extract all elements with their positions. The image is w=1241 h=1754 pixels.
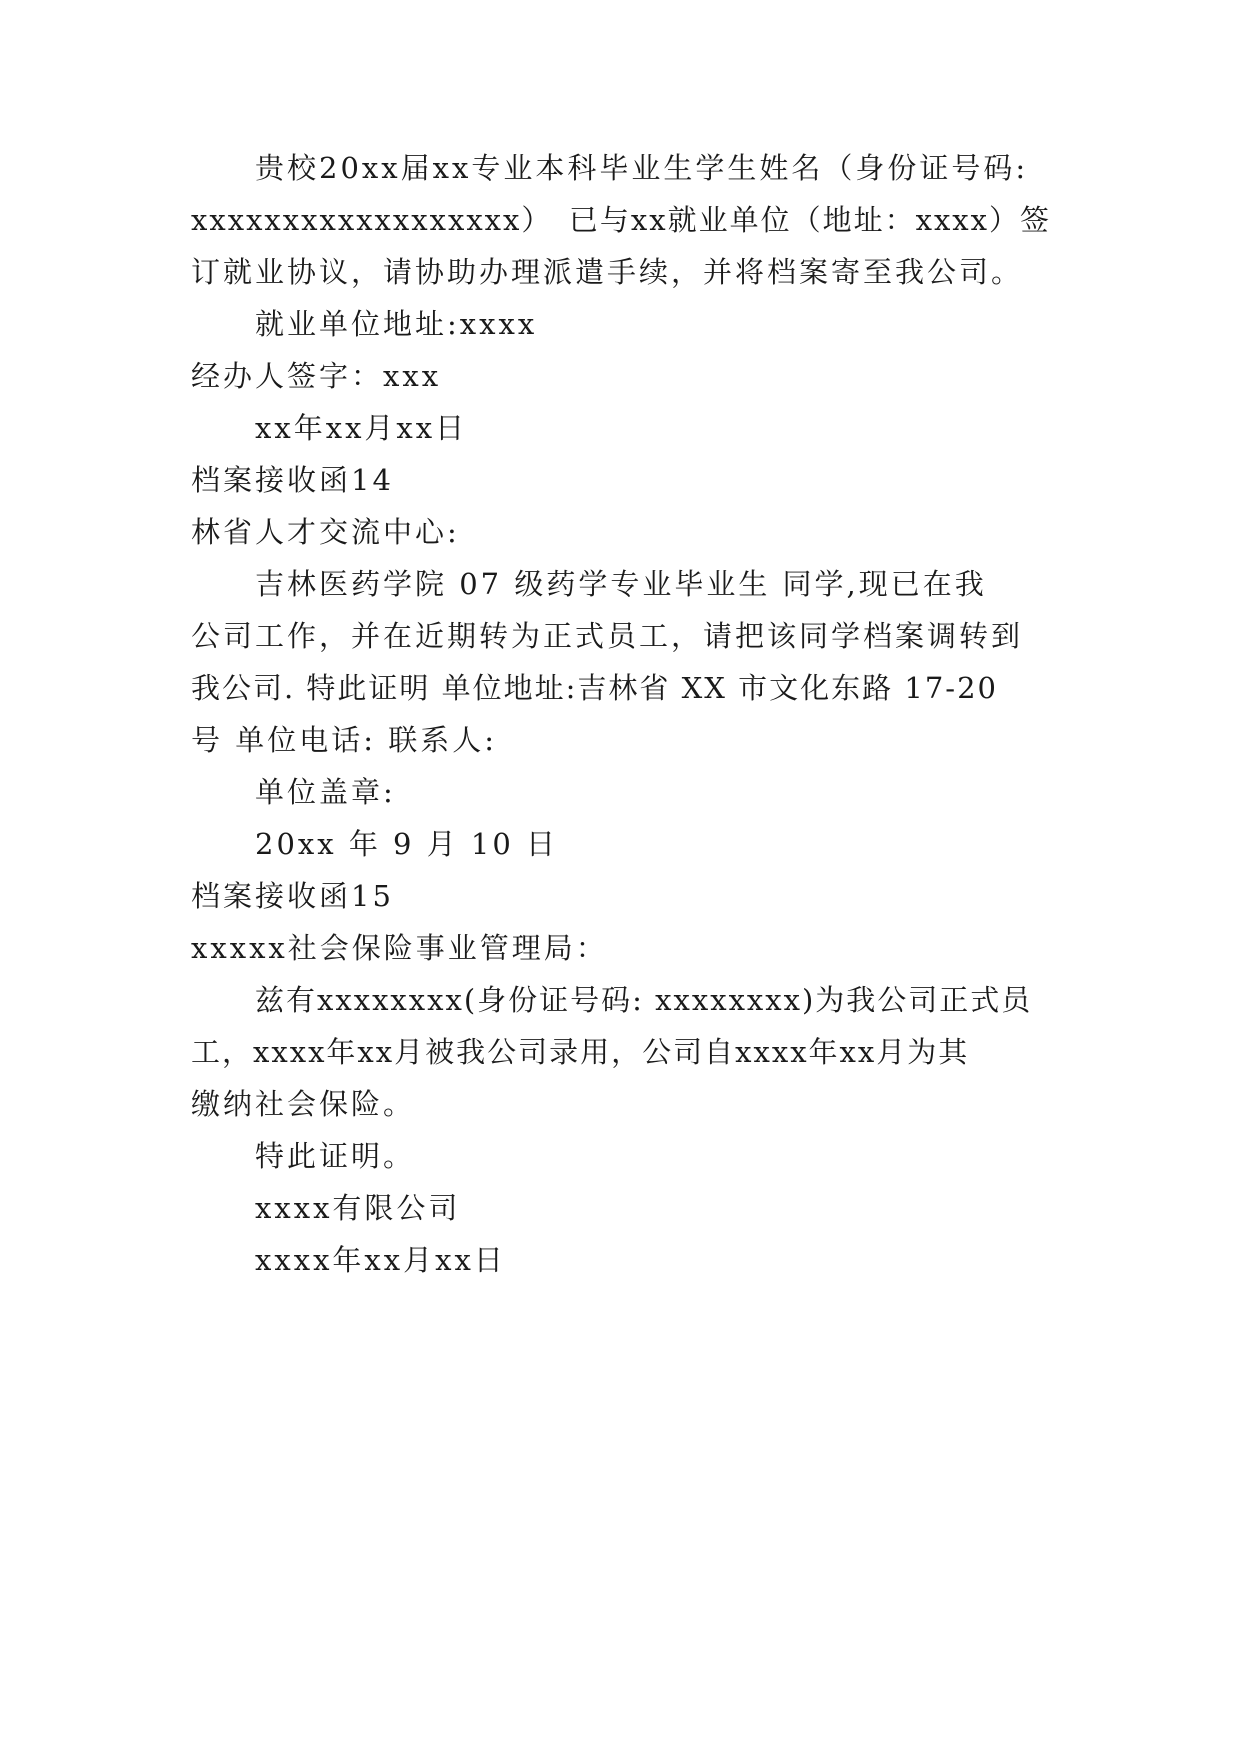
letter-15-title: 档案接收函15 [191,879,394,913]
letter-14-date: 20xx 年 9 月 10 日 [255,827,559,861]
letter-13-body-line-2: xxxxxxxxxxxxxxxxxx） 已与xx就业单位（地址：xxxx）签 [191,203,1052,237]
letter-15-body-line-1: 兹有xxxxxxxx(身份证号码: xxxxxxxx)为我公司正式员 [255,983,1033,1017]
letter-14-body-line-2: 公司工作，并在近期转为正式员工，请把该同学档案调转到 [191,619,1024,653]
employer-address: 就业单位地址:xxxx [255,307,538,341]
letter-15-company: xxxx有限公司 [255,1191,461,1225]
letter-14-seal: 单位盖章: [255,775,396,809]
letter-14-title: 档案接收函14 [191,463,394,497]
letter-14-body-line-4: 号 单位电话: 联系人: [191,723,497,757]
letter-15-recipient: xxxxx社会保险事业管理局： [191,931,608,965]
letter-13-body-line-1: 贵校20xx届xx专业本科毕业生学生姓名（身份证号码: [255,151,1029,185]
letter-15-date: xxxx年xx月xx日 [255,1243,506,1277]
letter-14-body-line-3: 我公司. 特此证明 单位地址:吉林省 XX 市文化东路 17-20 [191,671,998,705]
letter-14-body-line-1: 吉林医药学院 07 级药学专业毕业生 同学,现已在我 [255,567,987,601]
letter-13-date: xx年xx月xx日 [255,411,468,445]
letter-15-body-line-2: 工，xxxx年xx月被我公司录用，公司自xxxx年xx月为其 [191,1035,970,1069]
letter-15-body-line-3: 缴纳社会保险。 [191,1087,416,1121]
letter-15-certification: 特此证明。 [255,1139,416,1173]
letter-13-body-line-3: 订就业协议，请协助办理派遣手续，并将档案寄至我公司。 [191,255,1024,289]
handler-signature: 经办人签字：xxx [191,359,442,393]
letter-14-recipient: 林省人才交流中心: [191,515,460,549]
